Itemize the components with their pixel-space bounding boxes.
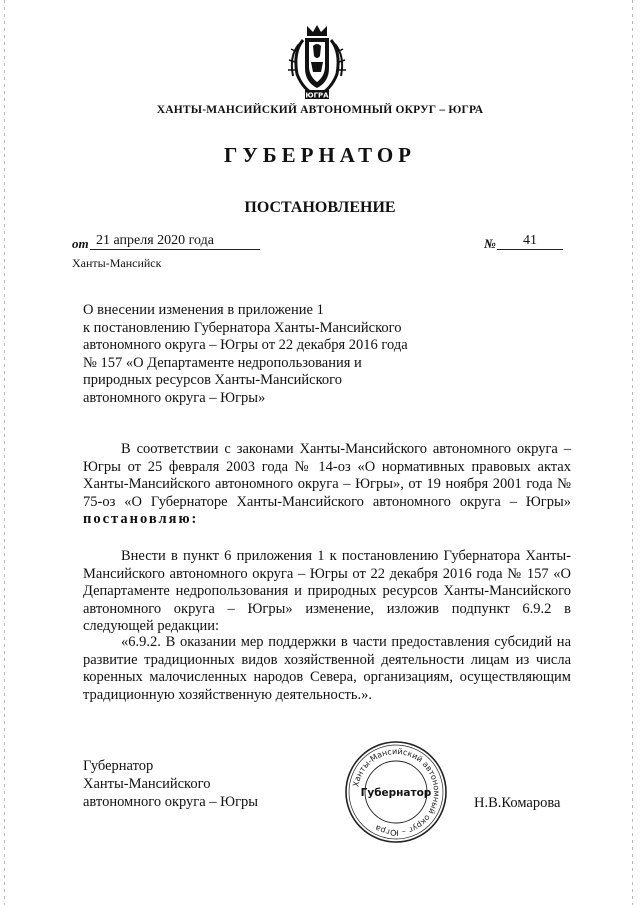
seal-ring-text: Ханты-Мансийский автономный округ – Югра: [351, 746, 442, 838]
document-date: 21 апреля 2020 года: [90, 233, 260, 250]
signatory-position: [83, 757, 323, 811]
paragraph-legal-basis: [83, 441, 571, 529]
number-prefix: №: [484, 236, 496, 251]
page-edge-left: [4, 0, 5, 905]
document-subject: [83, 302, 483, 407]
page-edge-right: [632, 0, 633, 905]
position-line: Губернатор: [83, 758, 154, 774]
emblem-ribbon-text: ЮГРА: [305, 91, 329, 100]
seal-center-text: Губернатор: [360, 787, 432, 799]
subject-line: природных ресурсов Ханты-Мансийского: [83, 372, 343, 388]
official-seal: [344, 740, 448, 844]
position-line: автономного округа – Югры: [83, 794, 259, 810]
region-title: ХАНТЫ-МАНСИЙСКИЙ АВТОНОМНЫЙ ОКРУГ – ЮГРА: [156, 104, 484, 116]
position-line: Ханты-Мансийского: [83, 776, 211, 792]
subject-line: автономного округа – Югры от 22 декабря 2016 года: [83, 337, 408, 353]
city: Ханты-Мансийск: [72, 256, 162, 270]
paragraph-new-wording: «6.9.2. В оказании мер поддержки в части предоставления субсидий на развитие традиционных видов хозяйственной деятельности лицам из числа коренных малочисленных народов Севера, организациям, осуществляющим традиционную хозяйственную деятельность.».: [83, 634, 571, 703]
document-type: ПОСТАНОВЛЕНИЕ: [244, 199, 396, 216]
subject-line: № 157 «О Департаменте недропользования и: [83, 354, 362, 371]
governor-title: ГУБЕРНАТОР: [223, 143, 417, 167]
subject-line: автономного округа – Югры»: [83, 389, 266, 406]
subject-line: О внесении изменения в приложение 1: [83, 302, 324, 318]
signer-name: Н.В.Комарова: [474, 795, 561, 811]
resolution-word: постановляю:: [83, 511, 199, 527]
document-number: 41: [497, 233, 563, 250]
legal-basis-text: В соответствии с законами Ханты-Мансийского автономного округа – Югры от 25 февраля 2003 года № 14-оз «О нормативных правовых актах Ханты-Мансийского автономного округа – Югры», от 19 ноября 2001 года № 75-оз «О Губернаторе Ханты-Мансийского автономного округа – Югры»: [83, 441, 571, 510]
paragraph-amendment: Внести в пункт 6 приложения 1 к постановлению Губернатора Ханты-Мансийского автономного округа – Югры от 22 декабря 2016 года № 157 «О Департаменте недропользования и природных ресурсов Ханты-Мансийского автономного округа – Югры» изменение, изложив подпункт 6.9.2 в следующей редакции:: [83, 548, 571, 634]
subject-line: к постановлению Губернатора Ханты-Мансийского: [83, 319, 402, 336]
coat-of-arms-icon: [283, 22, 351, 102]
date-prefix: от: [72, 236, 89, 251]
